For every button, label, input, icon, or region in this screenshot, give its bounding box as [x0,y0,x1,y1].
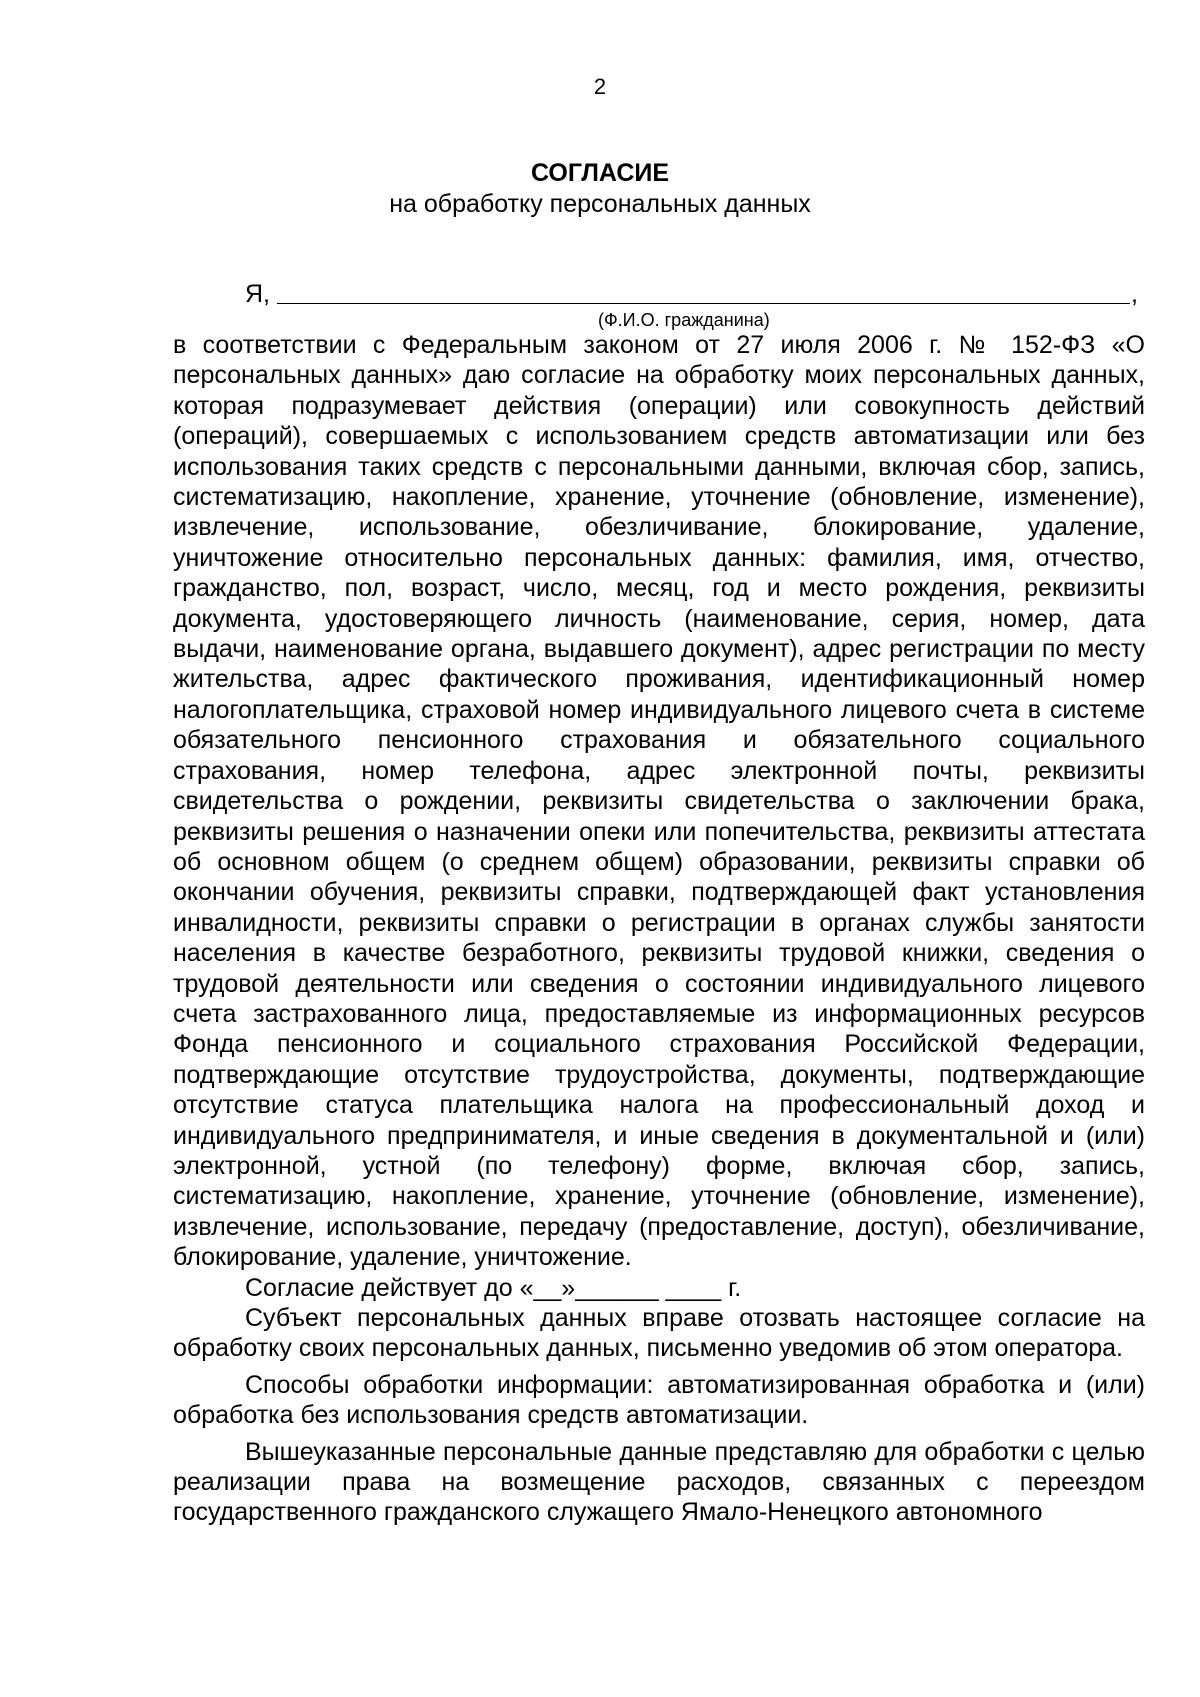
document-subtitle: на обработку персональных данных [389,190,811,218]
fio-line [245,278,1145,310]
paragraph-validity: Согласие действует до «__»______ ____ г. [245,1273,742,1302]
fio-prefix: Я, [245,280,270,308]
paragraph-purpose: Вышеуказанные персональные данные представляю для обработки с целью реализации права на возмещение расходов, связанных с переездом государственного гражданского служащего Ямало-Ненецкого автономного [173,1437,1145,1527]
paragraph-withdrawal: Субъект персональных данных вправе отозвать настоящее согласие на обработку своих персональных данных, письменно уведомив об этом оператора. [173,1304,1145,1363]
paragraph-methods: Способы обработки информации: автоматизированная обработка и (или) обработка без использования средств автоматизации. [173,1370,1145,1430]
paragraph-main: в соответствии с Федеральным законом от 27 июля 2006 г. № 152-ФЗ «О персональных данных» даю согласие на обработку моих персональных данных, которая подразумевает действия (операции) или совокупность действий (операций), совершаемых с использованием средств автоматизации или без использования таких средств с персональными данными, включая сбор, запись, систематизацию, накопление, хранение, уточнение (обновление, изменение), извлечение, использование, обезличивание, блокирование, удаление, уничтожение относительно персональных данных: фамилия, имя, отчество, гражданство, пол, возраст, число, месяц, год и место рождения, реквизиты документа, удостоверяющего личность (наименование, серия, номер, дата выдачи, наименование органа, выдавшего документ), адрес регистрации по месту жительства, адрес фактического проживания, идентификационный номер налогоплательщика, страховой номер индивидуального лицевого счета в системе обязательного пенсионного страхования и обязательного социального страхования, номер телефона, адрес электронной почты, реквизиты свидетельства о рождении, реквизиты свидетельства о заключении брака, реквизиты решения о назначении опеки или попечительства, реквизиты аттестата об основном общем (о среднем общем) образовании, реквизиты справки об окончании обучения, реквизиты справки, подтверждающей факт установления инвалидности, реквизиты справки о регистрации в органах службы занятости населения в качестве безработного, реквизиты трудовой книжки, сведения о трудовой деятельности или сведения о состоянии индивидуального лицевого счета застрахованного лица, предоставляемые из информационных ресурсов Фонда пенсионного и социального страхования Российской Федерации, подтверждающие отсутствие трудоустройства, документы, подтверждающие отсутствие статуса плательщика налога на профессиональный доход и индивидуального предпринимателя, и иные сведения в документальной и (или) электронной, устной (по телефону) форме, включая сбор, запись, систематизацию, накопление, хранение, уточнение (обновление, изменение), извлечение, использование, передачу (предоставление, доступ), обезличивание, блокирование, удаление, уничтожение. [173,331,1145,1272]
fio-caption: (Ф.И.О. гражданина) [598,310,770,330]
document-title: СОГЛАСИЕ [530,159,670,187]
page-number: 2 [593,74,607,99]
fio-suffix: , [1131,280,1138,308]
document-body [173,330,1145,1528]
fio-blank-field [277,303,1130,304]
